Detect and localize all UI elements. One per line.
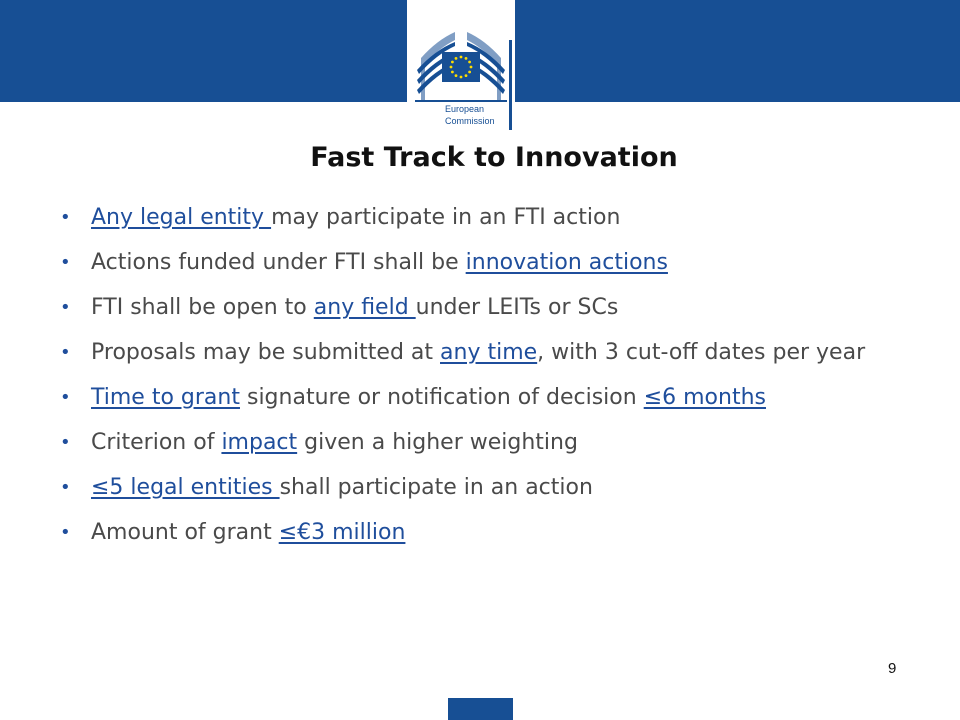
bullet-item (60, 295, 940, 321)
bullet-dot-icon: • (60, 432, 71, 453)
bullet-dot-icon: • (60, 252, 71, 273)
bullet-text: given a higher weighting (297, 430, 578, 455)
bullet-link-text[interactable]: Time to grant (91, 385, 240, 410)
bullet-link-text[interactable]: Any legal entity (91, 205, 272, 230)
logo-line-1: European (445, 104, 485, 114)
bullet-text: Actions funded under FTI shall be (91, 250, 466, 275)
bullet-text: may participate in an FTI action (271, 205, 621, 230)
bullet-item (60, 430, 940, 456)
logo-wordmark (445, 103, 495, 127)
bullet-text: FTI shall be open to (91, 295, 314, 320)
bullet-text: under LEITs or SCs (415, 295, 619, 320)
bullet-dot-icon: • (60, 207, 71, 228)
bullet-text: Amount of grant (91, 520, 279, 545)
bullet-text: , with 3 cut-off dates per year (537, 340, 866, 365)
bullet-item (60, 340, 940, 366)
bullet-link-text[interactable]: any field (313, 295, 416, 320)
page-number: 9 (888, 660, 897, 677)
slide-title: Fast Track to Innovation (310, 142, 678, 173)
bullet-dot-icon: • (60, 522, 71, 543)
bullet-dot-icon: • (60, 387, 71, 408)
bullet-link-text[interactable]: impact (221, 430, 298, 455)
european-commission-logo (407, 0, 515, 133)
bullet-text: signature or notification of decision (239, 385, 644, 410)
bullet-item (60, 520, 940, 546)
bullet-text: Proposals may be submitted at (91, 340, 441, 365)
footer-tab (448, 698, 513, 720)
bullet-text: Criterion of (91, 430, 222, 455)
bullet-link-text[interactable]: ≤5 legal entities (91, 475, 280, 500)
bullet-link-text[interactable]: ≤€3 million (278, 520, 406, 545)
bullet-item (60, 385, 940, 411)
bullet-dot-icon: • (60, 477, 71, 498)
logo-line-2: Commission (445, 116, 495, 126)
bullet-item (60, 475, 940, 501)
bullet-text: shall participate in an action (279, 475, 593, 500)
bullet-list (60, 205, 940, 565)
bullet-link-text[interactable]: ≤6 months (643, 385, 766, 410)
bullet-dot-icon: • (60, 297, 71, 318)
bullet-item (60, 205, 940, 231)
bullet-link-text[interactable]: any time (440, 340, 538, 365)
bullet-dot-icon: • (60, 342, 71, 363)
bullet-item (60, 250, 940, 276)
bullet-link-text[interactable]: innovation actions (465, 250, 668, 275)
